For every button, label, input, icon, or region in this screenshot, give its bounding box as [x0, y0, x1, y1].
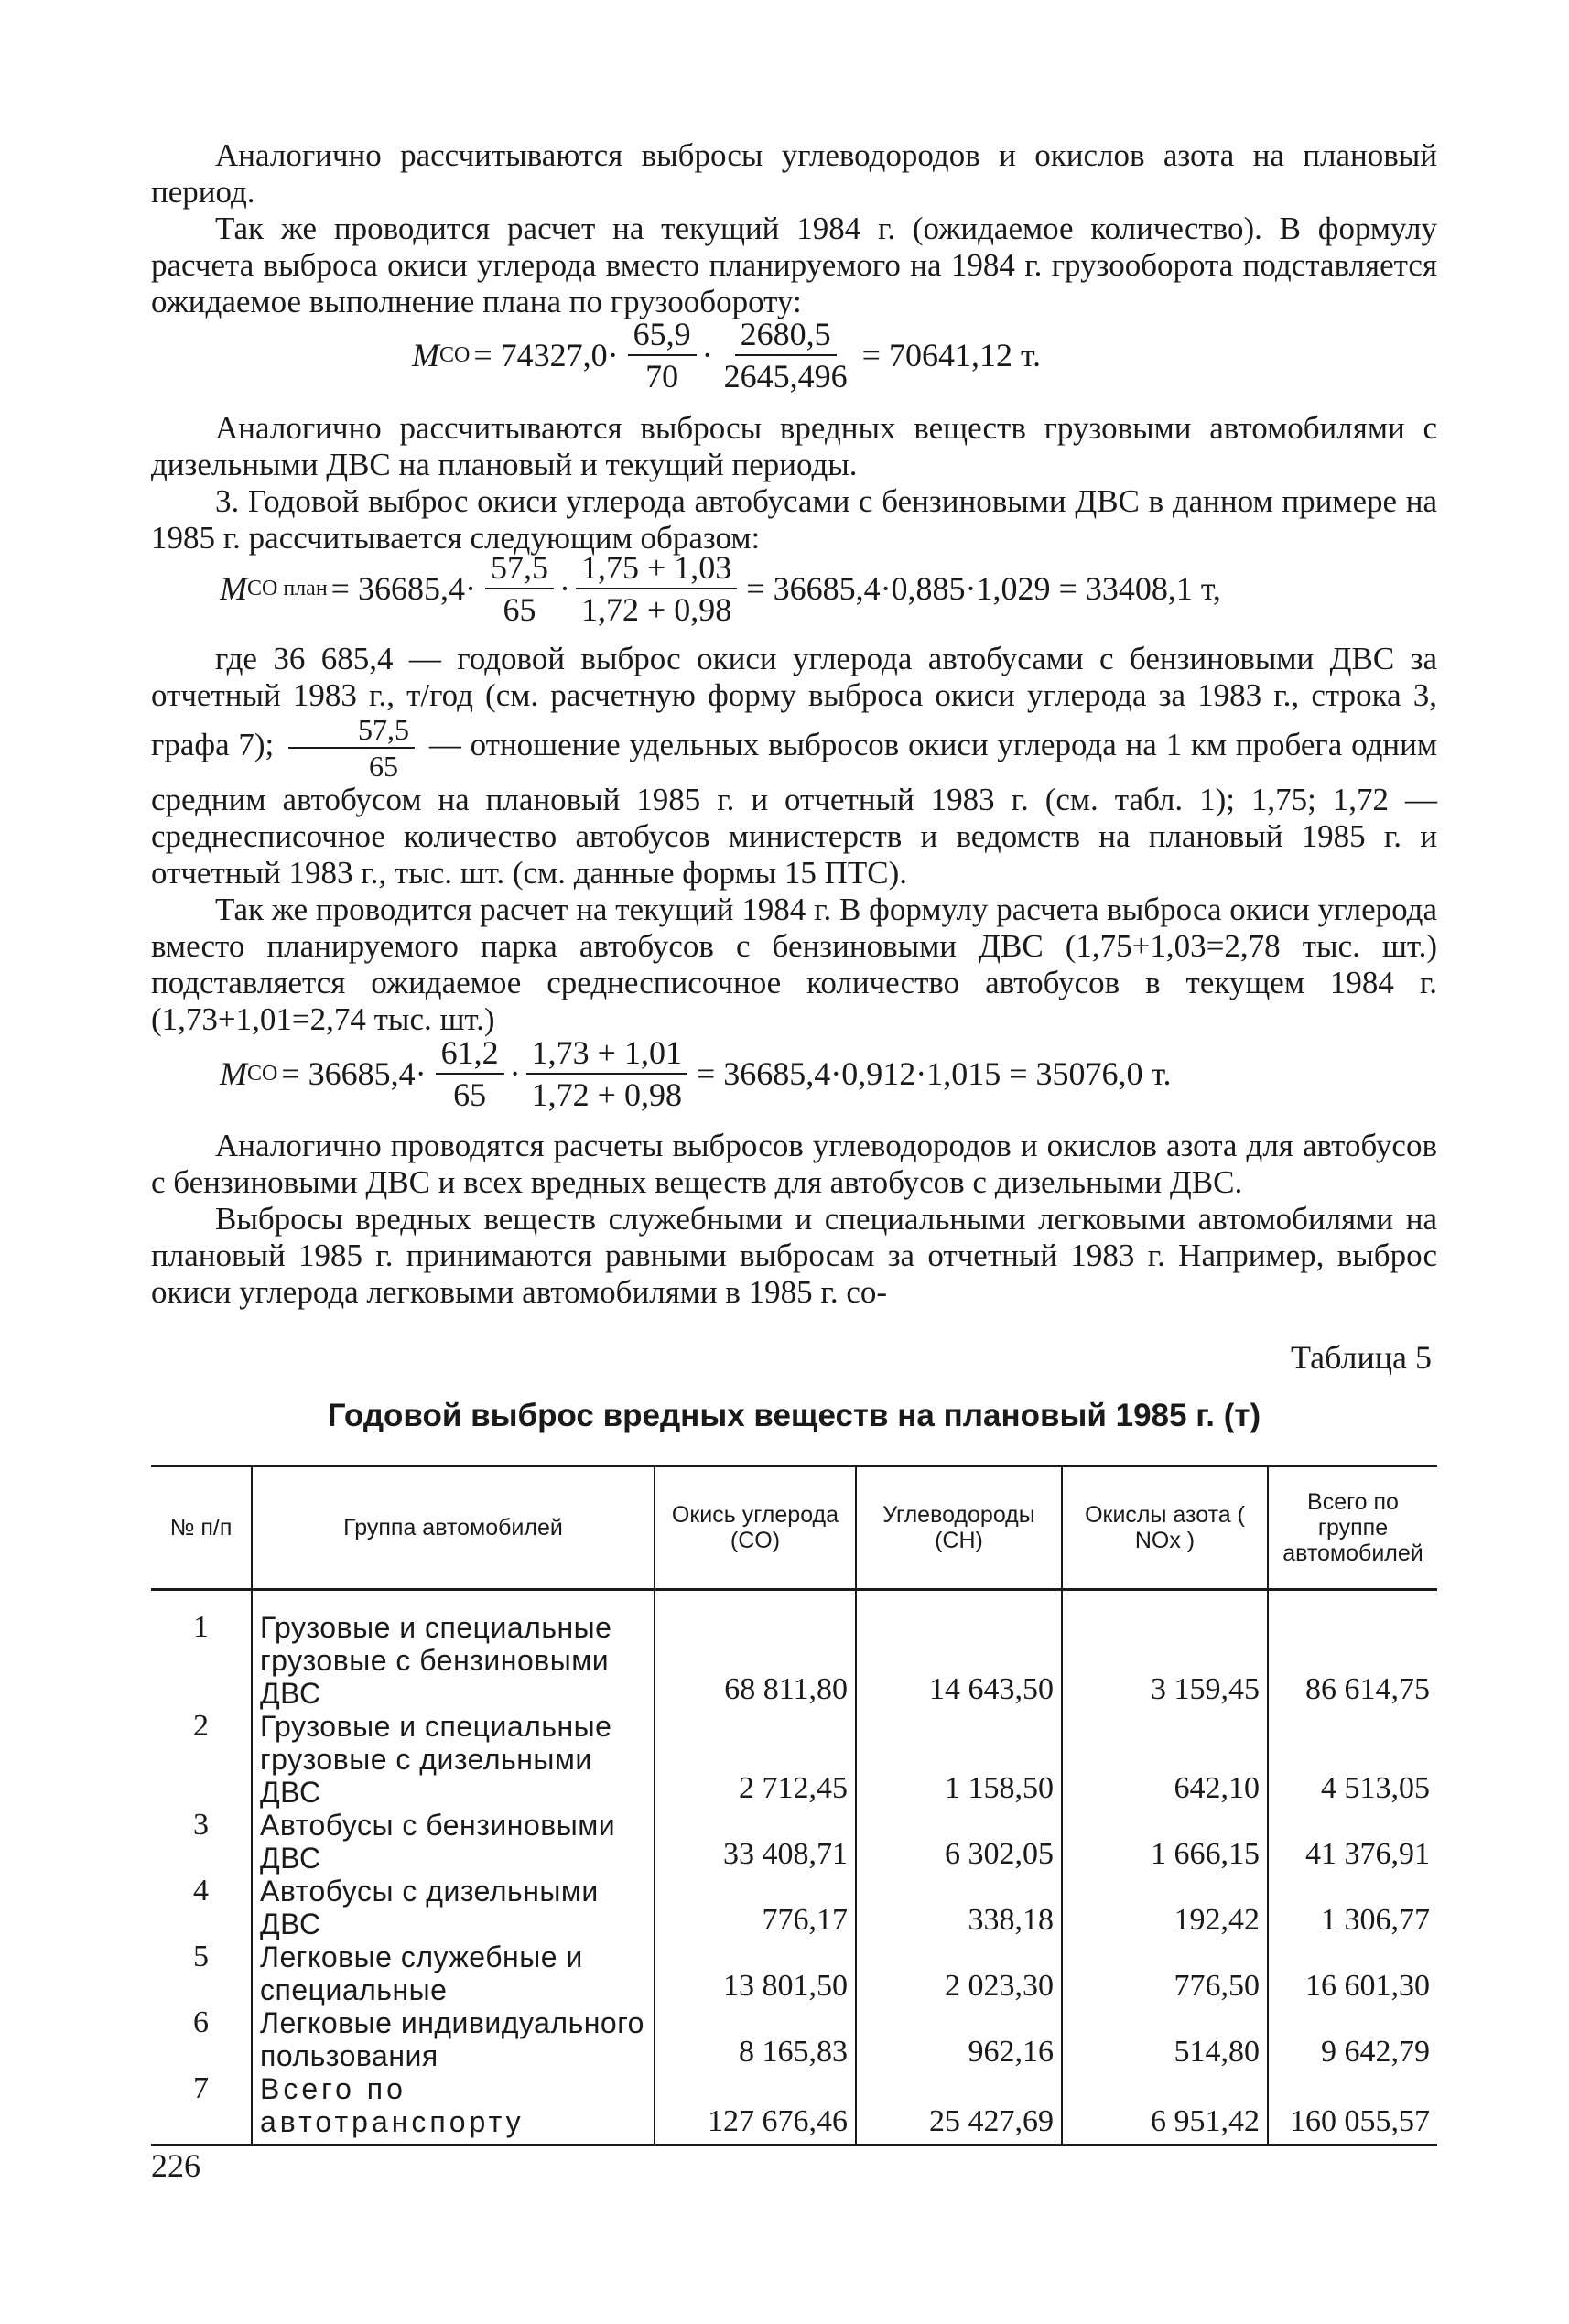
- table-header-row: [151, 1466, 1437, 1590]
- formula-result: = 70641,12 т.: [861, 337, 1041, 373]
- formula-symbol: M: [412, 337, 439, 373]
- formula-subscript: CO: [439, 342, 471, 367]
- table-row: [151, 2006, 1437, 2072]
- numerator: 1,73 + 1,01: [526, 1034, 687, 1075]
- fraction: [628, 316, 697, 395]
- total-value: 41 376,91: [1268, 1809, 1437, 1875]
- denominator: 65: [453, 1076, 487, 1113]
- table-row: [151, 1940, 1437, 2006]
- text-section-3: [151, 641, 1437, 1038]
- vehicle-group: Автобусы с дизельными ДВС: [252, 1875, 655, 1940]
- formula-result: = 36685,4·0,885·1,029 = 33408,1 т,: [746, 570, 1221, 607]
- numerator: 57,5: [485, 549, 554, 589]
- table-row: [151, 1590, 1437, 1711]
- nox-value: 1 666,15: [1062, 1809, 1268, 1875]
- emissions-table: [151, 1465, 1437, 2146]
- formula-co-bus-current: [220, 1034, 1175, 1113]
- column-header: Всего по группе автомобилей: [1268, 1466, 1437, 1590]
- paragraph-part: где 36 685,4 — годовой выброс окиси углерода автобусами с бензиновыми ДВС за отчетный 1983 г., т/год (см. расчетную форму выброса окиси углерода за 1983 г., строка 3, графа 7);: [151, 641, 1437, 763]
- column-header: Группа автомобилей: [252, 1466, 655, 1590]
- numerator: 57,5: [288, 714, 415, 749]
- column-header: Окись углерода (CO): [655, 1466, 856, 1590]
- row-number: 7: [151, 2072, 252, 2145]
- table-row: [151, 1875, 1437, 1940]
- co-value: 127 676,46: [655, 2072, 856, 2145]
- nox-value: 776,50: [1062, 1940, 1268, 2006]
- formula-result: = 36685,4·0,912·1,015 = 35076,0 т.: [696, 1055, 1172, 1092]
- row-number: 3: [193, 1808, 209, 1842]
- table-label: Таблица 5: [1291, 1339, 1432, 1376]
- text-section-4: [151, 1128, 1437, 1311]
- multiply-dot: ·: [701, 337, 713, 373]
- row-number: 4: [193, 1874, 209, 1908]
- co-value: 33 408,71: [655, 1809, 856, 1875]
- formula-subscript: CO: [247, 1061, 278, 1086]
- paragraph-part: — отношение удельных выбросов окиси углерода на 1 км пробега одним средним автобусом на плановый 1985 г. и отчетный 1983 г. (см. табл. 1); 1,75; 1,72 — среднесписочное количество автобусов министерств и ведомств на плановый 1985 г. и отчетный 1983 г., тыс. шт. (см. данные формы 15 ПТС).: [151, 727, 1437, 891]
- table-row: [151, 1809, 1437, 1875]
- formula-subscript: CO план: [247, 576, 328, 600]
- page-number: 226: [151, 2147, 200, 2184]
- paragraph: Так же проводится расчет на текущий 1984 г. (ожидаемое количество). В формулу расчета выброса окиси углерода вместо планируемого на 1984 г. грузооборота подставляется ожидаемое выполнение плана по грузообороту:: [151, 211, 1437, 319]
- table-row: [151, 1710, 1437, 1809]
- text-section-1: [151, 137, 1437, 320]
- formula-part: = 36685,4·: [281, 1055, 427, 1092]
- formula-symbol: M: [220, 1055, 247, 1092]
- denominator: 65: [369, 750, 399, 783]
- numerator: 61,2: [436, 1034, 504, 1075]
- nox-value: 192,42: [1062, 1875, 1268, 1940]
- total-value: 16 601,30: [1268, 1940, 1437, 2006]
- paragraph: Так же проводится расчет на текущий 1984 г. В формулу расчета выброса окиси углерода вместо планируемого парка автобусов с бензиновыми ДВС (1,75+1,03=2,78 тыс. шт.) подставляется ожидаемое среднесписочное количество автобусов в текущем 1984 г. (1,73+1,01=2,74 тыс. шт.): [151, 892, 1437, 1037]
- denominator: 1,72 + 0,98: [580, 591, 732, 628]
- total-value: 86 614,75: [1268, 1590, 1437, 1711]
- nox-value: 642,10: [1062, 1710, 1268, 1809]
- co-value: 8 165,83: [655, 2006, 856, 2072]
- paragraph: 3. Годовой выброс окиси углерода автобусами с бензиновыми ДВС в данном примере на 1985 г. рассчитывается следующим образом:: [151, 483, 1437, 556]
- ch-value: 25 427,69: [856, 2072, 1062, 2145]
- numerator: 65,9: [628, 316, 697, 356]
- paragraph: Аналогично проводятся расчеты выбросов углеводородов и окислов азота для автобусов с бензиновыми ДВС и всех вредных веществ для автобусов с дизельными ДВС.: [151, 1128, 1437, 1200]
- paragraph: [151, 641, 1437, 892]
- numerator: 2680,5: [735, 316, 837, 356]
- inline-fraction: [288, 714, 415, 782]
- total-value: 160 055,57: [1268, 2072, 1437, 2145]
- total-value: 9 642,79: [1268, 2006, 1437, 2072]
- nox-value: 6 951,42: [1062, 2072, 1268, 2145]
- co-value: 2 712,45: [655, 1710, 856, 1809]
- column-header: Окислы азота ( NOx ): [1062, 1466, 1268, 1590]
- ch-value: 962,16: [856, 2006, 1062, 2072]
- denominator: 70: [645, 358, 679, 395]
- ch-value: 2 023,30: [856, 1940, 1062, 2006]
- vehicle-group: Легковые служебные и специальные: [252, 1940, 655, 2006]
- column-header: Углеводороды (CH): [856, 1466, 1062, 1590]
- row-number: 5: [193, 1940, 209, 1973]
- fraction: [576, 549, 737, 628]
- row-number: 1: [193, 1610, 209, 1644]
- numerator: 1,75 + 1,03: [576, 549, 737, 589]
- vehicle-group: Автобусы с бензиновыми ДВС: [252, 1809, 655, 1875]
- denominator: 65: [503, 591, 536, 628]
- co-value: 68 811,80: [655, 1590, 856, 1711]
- co-value: 776,17: [655, 1875, 856, 1940]
- fraction: [436, 1034, 504, 1113]
- paragraph: Аналогично рассчитываются выбросы углеводородов и окислов азота на плановый период.: [151, 137, 1437, 210]
- ch-value: 14 643,50: [856, 1590, 1062, 1711]
- formula-symbol: M: [220, 570, 247, 607]
- nox-value: 3 159,45: [1062, 1590, 1268, 1711]
- formula-part: = 36685,4·: [330, 570, 476, 607]
- formula-co-cargo: [412, 316, 1044, 395]
- denominator: 1,72 + 0,98: [531, 1076, 682, 1113]
- vehicle-group: Легковые индивидуального пользования: [252, 2006, 655, 2072]
- fraction: [719, 316, 853, 395]
- total-value: 1 306,77: [1268, 1875, 1437, 1940]
- multiply-dot: ·: [558, 570, 570, 607]
- vehicle-group: Грузовые и специальные грузовые с бензиновыми ДВС: [252, 1590, 655, 1711]
- formula-co-bus-plan: [220, 549, 1225, 628]
- table-title: Годовой выброс вредных веществ на плановый 1985 г. (т): [327, 1398, 1261, 1433]
- vehicle-group: Всего по автотранспорту: [252, 2072, 655, 2145]
- row-number: 2: [193, 1709, 209, 1743]
- ch-value: 338,18: [856, 1875, 1062, 1940]
- paragraph: Аналогично рассчитываются выбросы вредных веществ грузовыми автомобилями с дизельными ДВС на плановый и текущий периоды.: [151, 410, 1437, 482]
- paragraph: Выбросы вредных веществ служебными и специальными легковыми автомобилями на плановый 1985 г. принимаются равными выбросам за отчетный 1983 г. Например, выброс окиси углерода легковыми автомобилями в 1985 г. со-: [151, 1201, 1437, 1310]
- total-value: 4 513,05: [1268, 1710, 1437, 1809]
- fraction: [526, 1034, 687, 1113]
- nox-value: 514,80: [1062, 2006, 1268, 2072]
- ch-value: 1 158,50: [856, 1710, 1062, 1809]
- denominator: 2645,496: [723, 358, 848, 395]
- table-row-total: [151, 2072, 1437, 2145]
- ch-value: 6 302,05: [856, 1809, 1062, 1875]
- co-value: 13 801,50: [655, 1940, 856, 2006]
- vehicle-group: Грузовые и специальные грузовые с дизельными ДВС: [252, 1710, 655, 1809]
- multiply-dot: ·: [509, 1055, 521, 1092]
- text-section-2: [151, 410, 1437, 557]
- formula-part: = 74327,0·: [473, 337, 619, 373]
- row-number: 6: [193, 2005, 209, 2039]
- column-header: № п/п: [151, 1466, 252, 1590]
- fraction: [485, 549, 554, 628]
